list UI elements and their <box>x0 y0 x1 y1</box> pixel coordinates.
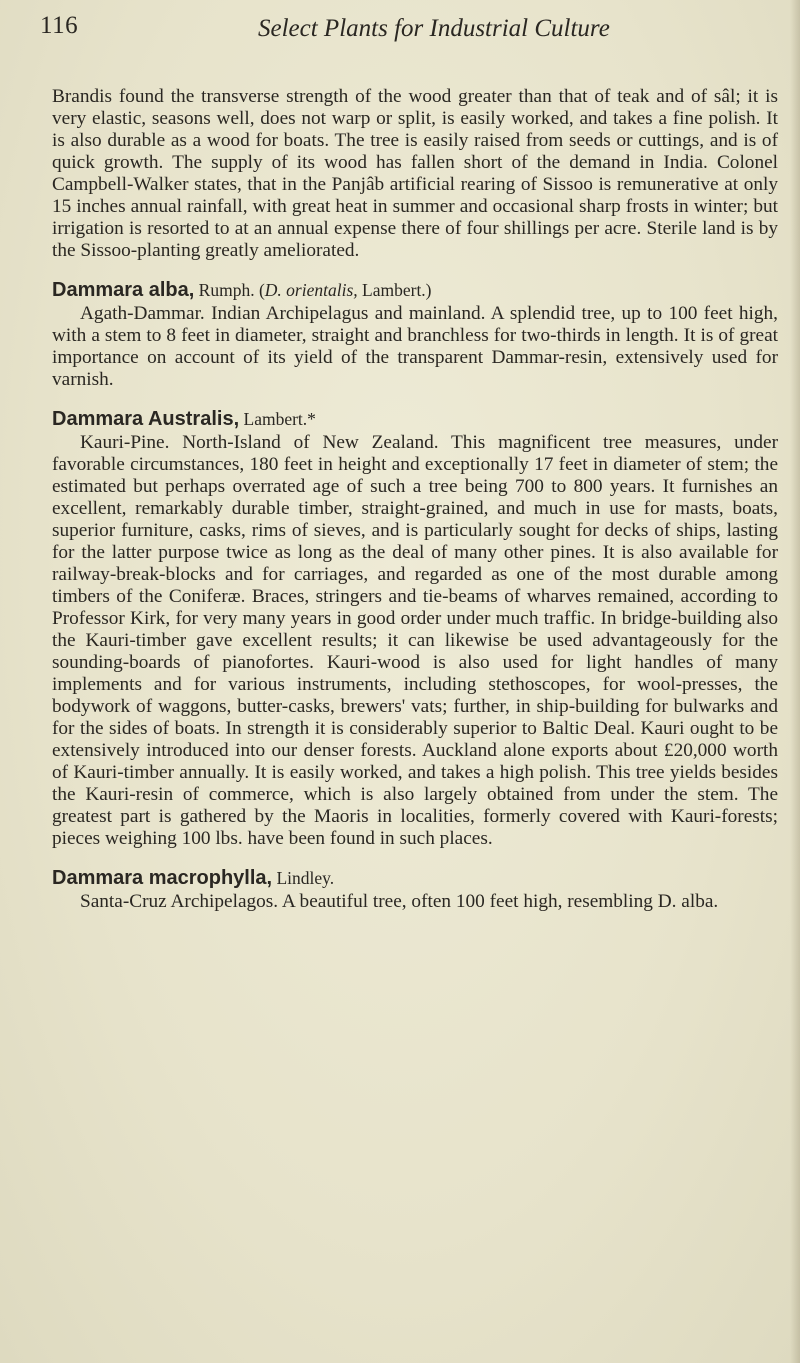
species-authority: Lambert.* <box>239 409 316 429</box>
intro-paragraph: Brandis found the transverse strength of the wood greater than that of teak and of sâl; it is very elastic, seasons well, does not warp or split, is easily worked, and takes a fine polish. It is also durable as a wood for boats. The tree is easily raised from seeds or cuttings, and is of quick growth. The supply of its wood has fallen short of the demand in India. Colonel Campbell-Walker states, that in the Panjâb artificial rearing of Sissoo is remunerative at only 15 inches annual rainfall, with great heat in summer and occasional sharp frosts in winter; but irrigation is resorted to at an annual expense there of four shillings per acre. Sterile land is by the Sissoo-planting greatly ameliorated. <box>52 86 778 261</box>
species-name: Dammara alba, <box>52 279 195 301</box>
entry-dammara-alba <box>52 278 778 391</box>
page-body <box>52 86 778 913</box>
entry-dammara-australis <box>52 407 778 850</box>
page-edge-shadow <box>790 0 800 1363</box>
species-name: Dammara Australis, <box>52 408 240 430</box>
synonym-authority: Lambert.) <box>357 280 432 300</box>
entry-description: Santa-Cruz Archipelagos. A beautiful tree, often 100 feet high, resembling D. alba. <box>80 891 719 912</box>
species-name: Dammara macrophylla, <box>52 867 273 889</box>
page-number: 116 <box>40 12 79 39</box>
entry-heading <box>52 278 778 303</box>
entry-description: Agath-Dammar. Indian Archipelagus and mainland. A splendid tree, up to 100 feet high, with a stem to 8 feet in diameter, straight and branchless for two-thirds in length. It is of great importance on account of its yield of the transparent Dammar-resin, extensively used for varnish. <box>52 303 778 390</box>
running-title: Select Plants for Industrial Culture <box>258 15 610 42</box>
entry-heading <box>52 407 778 432</box>
entry-dammara-macrophylla <box>52 866 778 913</box>
synonym-name: D. orientalis, <box>264 280 358 300</box>
synonym-open: ( <box>254 280 265 300</box>
species-authority: Lindley. <box>272 868 335 888</box>
page-header <box>40 12 780 52</box>
species-authority: Rumph. <box>194 280 255 300</box>
entry-heading <box>52 866 778 891</box>
entry-description: Kauri-Pine. North-Island of New Zealand. This magnificent tree measures, under favorable circumstances, 180 feet in height and exceptionally 17 feet in diameter of stem; the estimated but perhaps overrated age of such a tree being 700 to 800 years. It furnishes an excellent, remarkably durable timber, straight-grained, and much in use for masts, boats, superior furniture, casks, rims of sieves, and is particularly sought for decks of ships, lasting for the latter purpose twice as long as the deal of many other pines. It is also available for railway-break-blocks and for carriages, and regarded as one of the most durable among timbers of the Coniferæ. Braces, stringers and tie-beams of wharves remained, according to Professor Kirk, for very many years in good order under much traffic. In bridge-building also the Kauri-timber gave excellent results; it can likewise be used advantageously for the sounding-boards of pianofortes. Kauri-wood is also used for light handles of many implements and for various instruments, including stethoscopes, for wool-presses, the bodywork of waggons, butter-casks, brewers' vats; further, in ship-building for bulwarks and for the sides of boats. In strength it is considerably superior to Baltic Deal. Kauri ought to be extensively introduced into our denser forests. Auckland alone exports about £20,000 worth of Kauri-timber annually. It is easily worked, and takes a high polish. This tree yields besides the Kauri-resin of commerce, which is also largely obtained from under the stem. The greatest part is gathered by the Maoris in localities, formerly covered with Kauri-forests; pieces weighing 100 lbs. have been found in such places. <box>52 432 778 849</box>
